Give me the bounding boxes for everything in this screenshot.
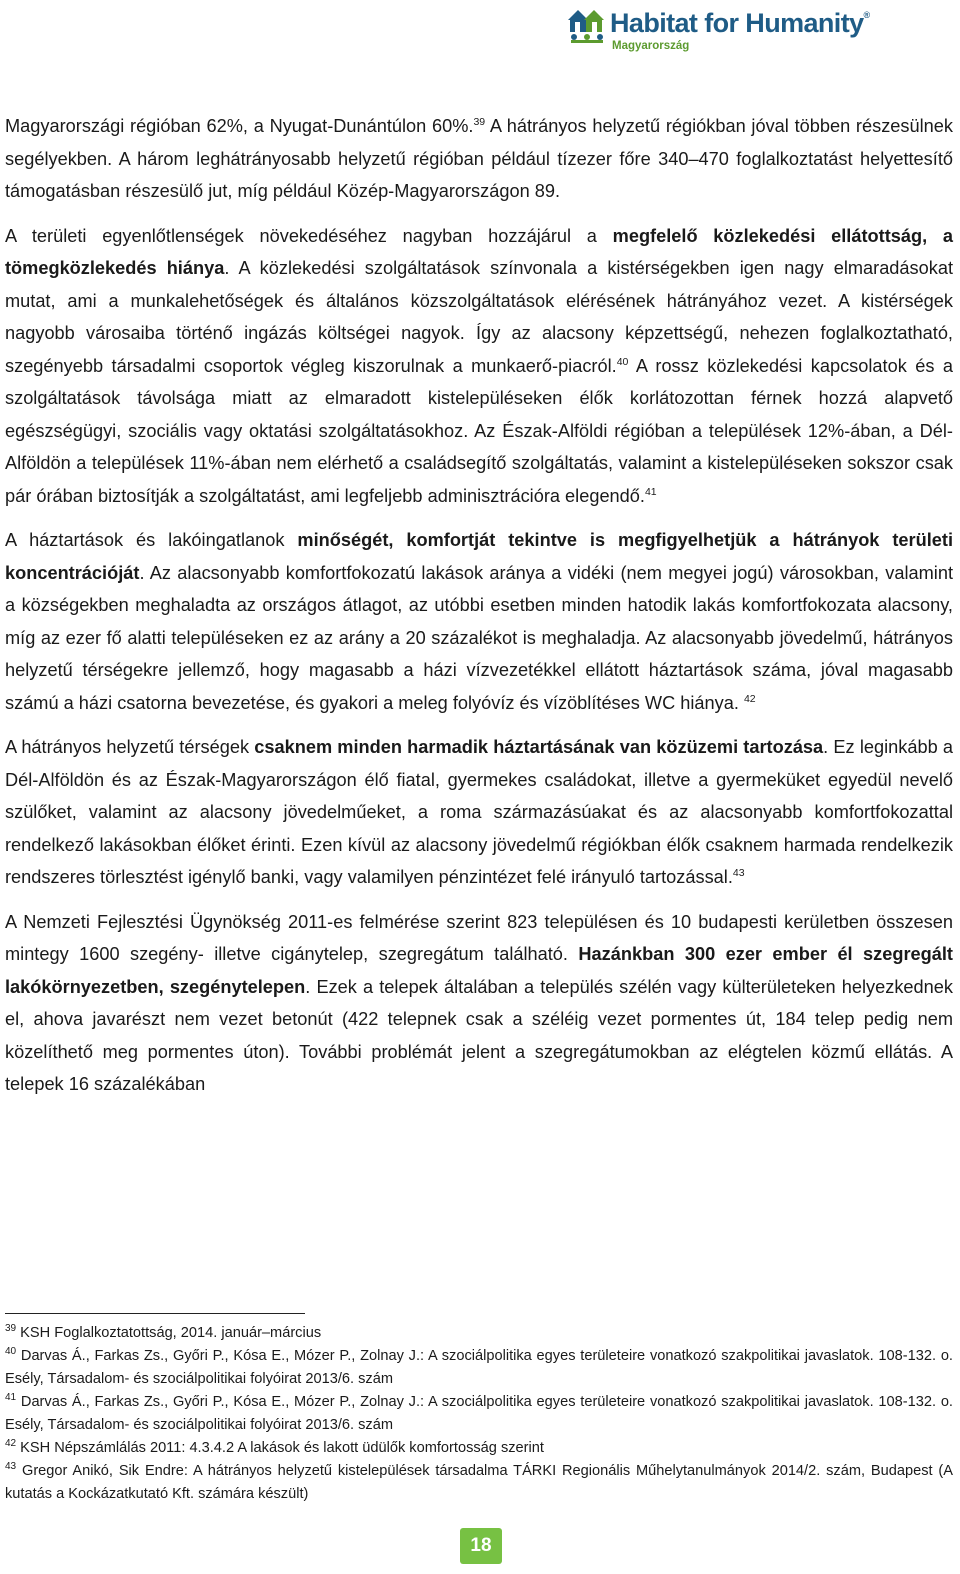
footnotes: [5, 1322, 953, 1506]
houses-people-icon: [566, 6, 608, 46]
footnote-40: $^{40}$ Darvas Á., Farkas Zs., Győri P., Kósa E., Mózer P., Zolnay J.: A szociálpolitika egyes területeire vonatkozó szakpolitikai javaslatok. 108-132. o. Esély, Társadalom- és szociálpolitikai folyóirat 2013/6. szám: [5, 1346, 953, 1387]
paragraph-4: A hátrányos helyzetű térségek csaknem minden harmadik háztartásának van közüzemi tartozása. Ez leginkább a Dél-Alföldön és az Észak-Magyarországon élő fiatal, gyermekes családokat, illetve a gyermeküket egyedül nevelő szülőket, valamint az alacsony jövedelműeket, a roma származásúakat és az alacsonyabb komfortfokozattal rendelkező lakásokban élőket érinti. Ezen kívül az alacsony jövedelmű régiókban élők csaknem harmada rendelkezik rendszeres törlesztést igénylő banki, vagy valamilyen pénzintézet felé irányuló tartozással.$^{43}$: [5, 737, 954, 887]
document-body: [5, 110, 953, 1113]
paragraph-2: A területi egyenlőtlenségek növekedéséhez nagyban hozzájárul a megfelelő közlekedési ellátottság, a tömegközlekedés hiánya. A közlekedési szolgáltatások színvonala a kistérségekben igen nagy elmaradásokat mutat, ami a munkalehetőségek és általános közszolgáltatások elérésének hátrányához vezet. A kistérségek nagyobb városaiba történő ingázás költségei nagyok. Így az alacsony képzettségű, nehezen foglalkoztatható, szegényebb társadalmi csoportok végleg kiszorulnak a munkaerő-piacról.$^{40}$ A rossz közlekedési kapcsolatok és a szolgáltatások távolsága miatt az elmaradott kistelepüléseken élők korlátozottan férnek hozzá alapvető egészségügyi, szociális vagy oktatási szolgáltatásokhoz. Az Észak-Alföldi régióban a települések 12%-ában, a Dél-Alföldön a települések 11%-ában nem elérhető a családsegítő szolgáltatás, valamint a kistelepüléseken sokszor csak pár órában biztosítják a szolgáltatást, ami legfeljebb adminisztrációra elegendő.$^{41}$: [5, 225, 954, 506]
logo-subtitle: Magyarország: [612, 40, 690, 52]
footnote-41: $^{41}$ Darvas Á., Farkas Zs., Győri P., Kósa E., Mózer P., Zolnay J.: A szociálpolitika egyes területeire vonatkozó szakpolitikai javaslatok. 108-132. o. Esély, Társadalom- és szociálpolitikai folyóirat 2013/6. szám: [5, 1392, 953, 1433]
logo-name: Habitat for Humanity®: [610, 8, 870, 38]
footnote-ref: 43: [732, 866, 745, 879]
footnote-42: $^{42}$ KSH Népszámlálás 2011: 4.3.4.2 A lakások és lakott üdülők komfortosság szerint: [5, 1438, 544, 1456]
footnote-ref: 42: [743, 692, 756, 705]
paragraph-3: A háztartások és lakóingatlanok minőségét, komfortját tekintve is megfigyelhetjük a hátrányok területi koncentrációját. Az alacsonyabb komfortfokozatú lakások aránya a vidéki (nem megyei jogú) városokban, valamint a községekben meghaladta az országos átlagot, az utóbbi esetben minden hatodik lakás komfortfokozata alacsony, míg az ezer fő alatti településeken ez az arány a 20 százalékot is meghaladja. Az alacsonyabb jövedelmű, hátrányos helyzetű térségekre jellemző, hogy magasabb a házi vízvezetékkel ellátott háztartások száma, jóval magasabb számú a házi csatorna bevezetése, és gyakori a meleg folyóvíz és vízöblítéses WC hiánya. $^{42}$: [5, 530, 953, 713]
paragraph-1: Magyarországi régióban 62%, a Nyugat-Dunántúlon 60%.$^{39}$ A hátrányos helyzetű régiókban jóval többen részesülnek segélyekben. A három leghátrányosabb helyzetű régióban például tízezer főre 340–470 foglalkoztatást helyettesítő támogatásban részesülő jut, míg például Közép-Magyarországon 89.: [5, 115, 953, 201]
habitat-logo: [566, 4, 876, 60]
footnote-separator: [5, 1313, 305, 1314]
footnote-ref: 40: [616, 355, 629, 368]
footnote-39: $^{39}$ KSH Foglalkoztatottság, 2014. január–március: [5, 1323, 322, 1341]
paragraph-5: A Nemzeti Fejlesztési Ügynökség 2011-es felmérése szerint 823 településen és 10 budapesti kerületben összesen mintegy 1600 szegény- illetve cigánytelep, szegregátum található. Hazánkban 300 ezer ember él szegregált lakókörnyezetben, szegénytelepen. Ezek a telepek általában a település szélén vagy külterületeken helyezkednek el, ahova javarészt nem vezet betonút (422 telepnek csak a széléig vezet pormentes út, 184 telep pedig nem közelíthető meg pormentes úton). További problémát jelent a szegregátumokban az elégtelen közmű ellátás. A telepek 16 százalékában: [5, 911, 953, 1094]
footnote-43: $^{43}$ Gregor Anikó, Sik Endre: A hátrányos helyzetű kistelepülések társadalma TÁRKI Regionális Műhelytanulmányok 2014/2. szám, Budapest (A kutatás a Kockázatkutató Kft. számára készült): [5, 1461, 953, 1502]
page-number-badge: 18: [460, 1528, 502, 1564]
footnote-ref: 41: [644, 485, 657, 498]
footnote-ref: 39: [473, 115, 486, 128]
